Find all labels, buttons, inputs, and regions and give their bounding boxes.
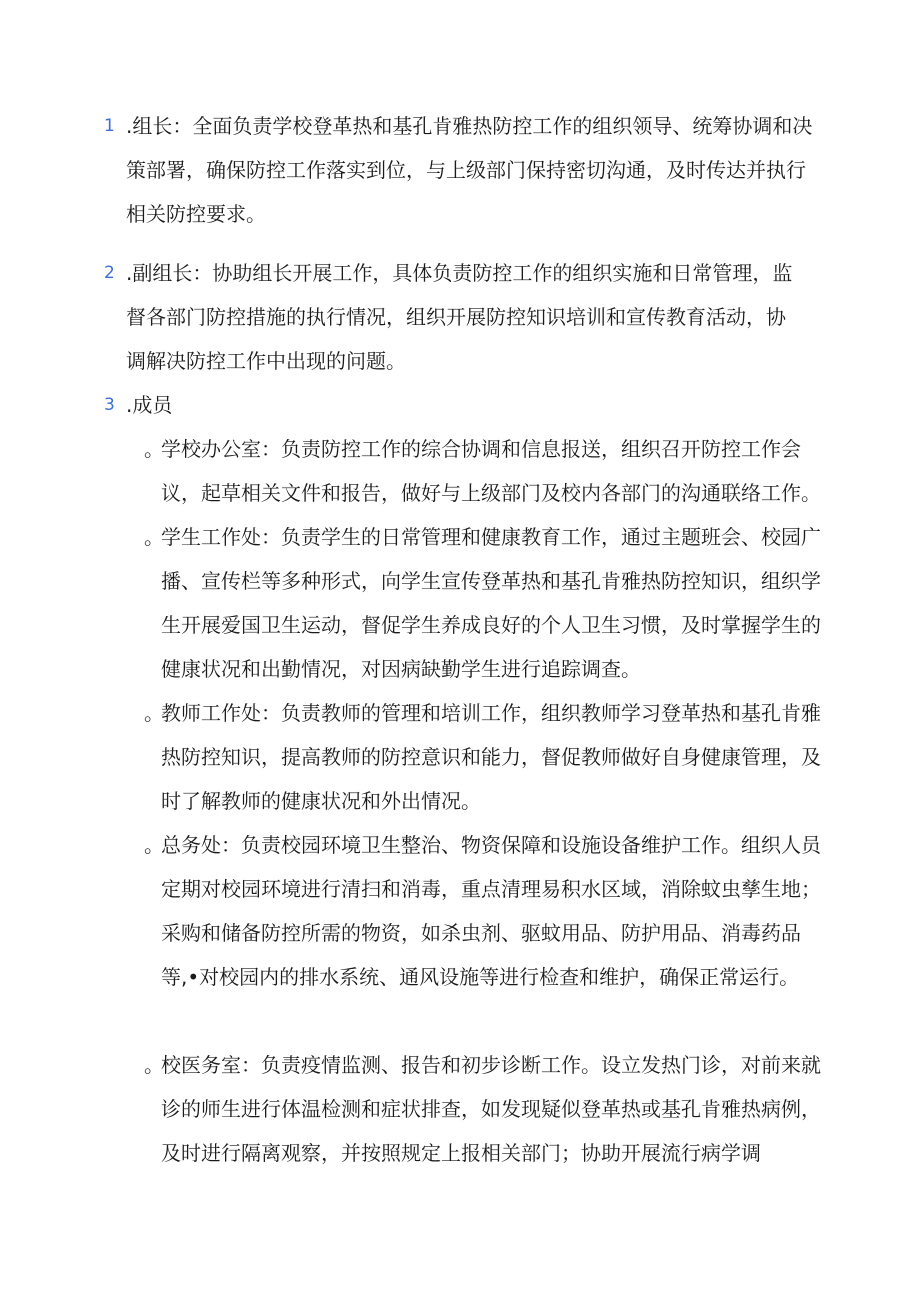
section-2-number: 2 [104,263,115,283]
section-3-text: .成员 [126,393,173,417]
bullet-marker: 。 [144,525,164,549]
member-student-affairs-text: 学生工作处：负责学生的日常管理和健康教育工作，通过主题班会、校园广播、宣传栏等多种形式，向学生宣传登革热和基孔肯雅热防控知识，组织学生开展爱国卫生运动，督促学生养成良好的个人卫生习惯，及时掌握学生的健康状况和出勤情况，对因病缺勤学生进行追踪调查。 [161,525,821,681]
section-1-text: .组长：全面负责学校登革热和基孔肯雅热防控工作的组织领导、统筹协调和决策部署，确保防控工作落实到位，与上级部门保持密切沟通，及时传达并执行相关防控要求。 [126,114,813,226]
bullet-marker: 。 [144,1053,164,1077]
bullet-marker: 。 [144,701,164,725]
member-clinic-text: 校医务室：负责疫情监测、报告和初步诊断工作。设立发热门诊，对前来就诊的师生进行体温检测和症状排查，如发现疑似登革热或基孔肯雅热病例，及时进行隔离观察，并按照规定上报相关部门；协助开展流行病学调 [161,1053,821,1165]
section-3-number: 3 [104,395,115,415]
bullet-marker: 。 [144,833,164,857]
member-office-text: 学校办公室：负责防控工作的综合协调和信息报送，组织召开防控工作会议，起草相关文件和报告，做好与上级部门及校内各部门的沟通联络工作。 [161,437,821,505]
section-2-text: .副组长：协助组长开展工作，具体负责防控工作的组织实施和日常管理，监督各部门防控措施的执行情况，组织开展防控知识培训和宣传教育活动，协调解决防控工作中出现的问题。 [126,261,793,373]
member-teacher-affairs-text: 教师工作处：负责教师的管理和培训工作，组织教师学习登革热和基孔肯雅热防控知识，提高教师的防控意识和能力，督促教师做好自身健康管理，及时了解教师的健康状况和外出情况。 [161,701,821,813]
member-general-affairs-text: 总务处：负责校园环境卫生整治、物资保障和设施设备维护工作。组织人员定期对校园环境进行清扫和消毒，重点清理易积水区域，消除蚊虫孳生地；采购和储备防控所需的物资，如杀虫剂、驱蚊用品、防护用品、消毒药品等,•对校园内的排水系统、通风设施等进行检查和维护，确保正常运行。 [161,833,821,989]
section-1-number: 1 [104,116,115,136]
bullet-marker: 。 [144,437,164,461]
